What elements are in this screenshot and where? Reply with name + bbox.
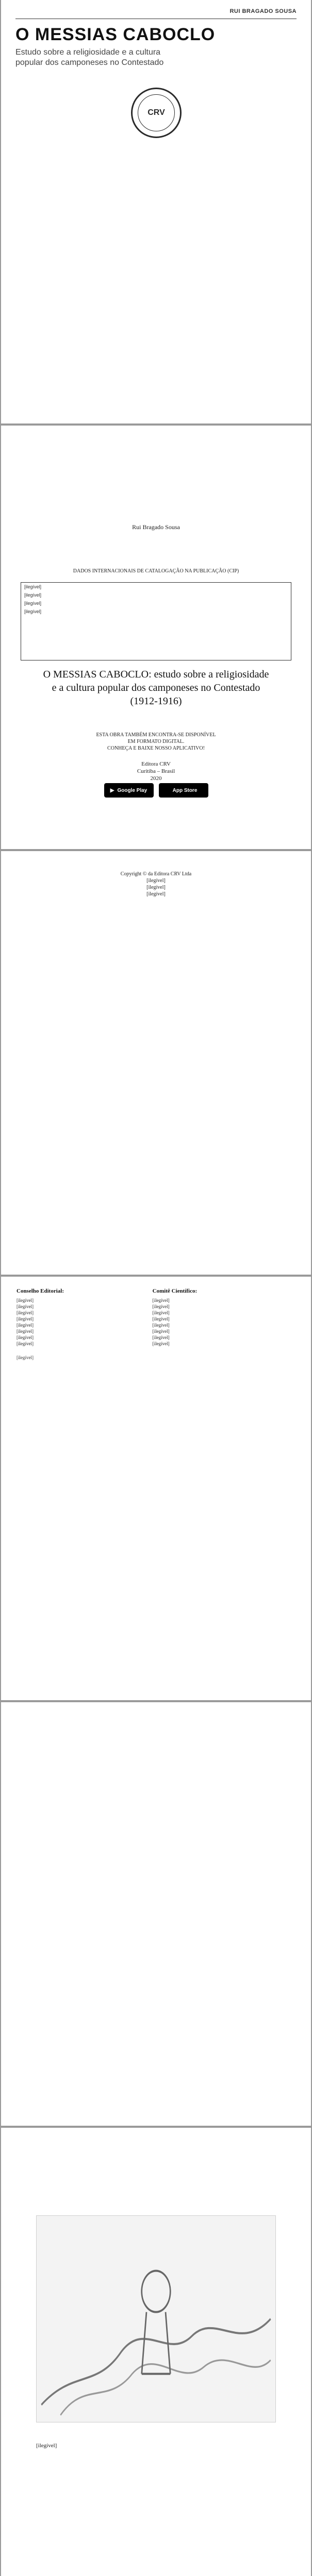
availability-block [21, 732, 291, 752]
catalog-heading-block [21, 568, 291, 574]
board-left-heading: Conselho Editorial: [17, 1288, 64, 1294]
imprint-page [1, 851, 311, 1275]
board-left-item: [ilegível] [17, 1341, 34, 1346]
copyright-heading: Copyright © da Editora CRV Ltda [120, 871, 192, 877]
board-left-item: [ilegível] [17, 1316, 34, 1321]
app-store-label: App Store [172, 787, 198, 793]
cover-subtitle [15, 47, 297, 68]
title-page-imprint [1, 760, 311, 782]
availability-line-3: CONHEÇA E BAIXE NOSSO APLICATIVO! [107, 745, 205, 751]
catalog-line: [ilegível] [24, 601, 42, 606]
cover-page [1, 0, 311, 423]
title-page-author: Rui Bragado Sousa [132, 523, 180, 531]
app-store-button[interactable] [159, 783, 208, 798]
cover-subtitle-line-2: popular dos camponeses no Contestado [15, 58, 164, 67]
diagramming-line: [ilegível] [146, 885, 166, 890]
copyright-block [21, 871, 291, 897]
board-left-item: [ilegível] [17, 1335, 34, 1340]
editorial-board [17, 1288, 295, 1360]
board-left-item: [ilegível] [17, 1329, 34, 1334]
availability-line-2: EM FORMATO DIGITAL. [127, 739, 185, 744]
board-right-item: [ilegível] [152, 1310, 170, 1315]
cover-seal-text: CRV [138, 94, 175, 131]
board-left-item: [ilegível] [17, 1298, 34, 1303]
cover-seal [131, 88, 182, 138]
cover-author: RUI BRAGADO SOUSA [229, 8, 297, 14]
google-play-icon: ▶ [110, 787, 114, 793]
catalog-line: [ilegível] [24, 584, 42, 589]
catalog-line: [ilegível] [24, 592, 42, 598]
board-note: [ilegível] [17, 1355, 34, 1360]
illustration-quote: [ilegível] [36, 2443, 57, 2449]
catalog-line: [ilegível] [24, 609, 42, 614]
illustration-sketch [37, 2216, 275, 2422]
board-right-heading: Comitê Científico: [152, 1288, 198, 1294]
board-left-item: [ilegível] [17, 1323, 34, 1328]
revision-line: [ilegível] [146, 891, 166, 897]
title-page-place: Curitiba – Brasil [137, 768, 175, 774]
title-page-title: O MESSIAS CABOCLO: estudo sobre a religiosidade e a cultura popular dos camponeses no Contestado (1912-1916) [43, 669, 269, 707]
cover-title: O MESSIAS CABOCLO [15, 25, 216, 44]
board-right-item: [ilegível] [152, 1298, 170, 1303]
store-row [0, 783, 312, 798]
board-right-col [153, 1288, 287, 1347]
illustration [36, 2215, 276, 2422]
board-right-item: [ilegível] [152, 1329, 170, 1334]
availability-line-1: ESTA OBRA TAMBÉM ENCONTRA-SE DISPONÍVEL [96, 732, 216, 738]
catalog-box [21, 582, 291, 660]
board-right-item: [ilegível] [152, 1335, 170, 1340]
title-page-publisher: Editora CRV [141, 761, 171, 767]
google-play-button[interactable] [104, 783, 154, 798]
board-right-item: [ilegível] [152, 1323, 170, 1328]
editorial-board-page [1, 1702, 311, 2126]
board-right-item: [ilegível] [152, 1341, 170, 1346]
board-left-col [17, 1288, 151, 1347]
cover-subtitle-line-1: Estudo sobre a religiosidade e a cultura [15, 48, 161, 57]
catalog-heading: DADOS INTERNACIONAIS DE CATALOGAÇÃO NA PUBLICAÇÃO (CIP) [73, 568, 239, 574]
board-left-item: [ilegível] [17, 1304, 34, 1309]
editor-line: [ilegível] [146, 878, 166, 884]
title-page-year: 2020 [150, 775, 162, 782]
board-right-item: [ilegível] [152, 1304, 170, 1309]
board-left-item: [ilegível] [17, 1310, 34, 1315]
google-play-label: Google Play [117, 787, 147, 793]
board-right-item: [ilegível] [152, 1316, 170, 1321]
